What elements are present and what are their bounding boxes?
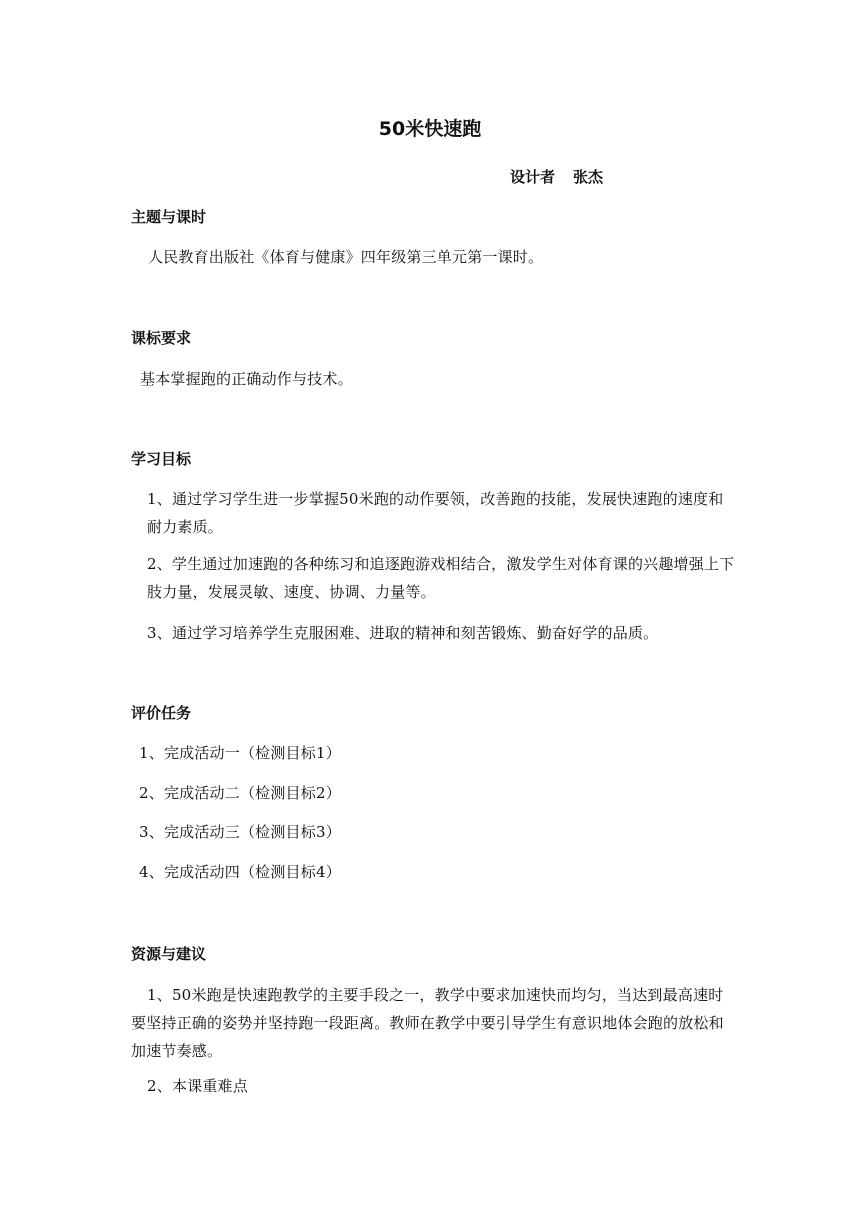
- section-heading-evaluation: 评价任务: [131, 704, 192, 722]
- document-title: 50米快速跑: [378, 118, 482, 140]
- section-heading-standards: 课标要求: [131, 329, 192, 347]
- author-line: [510, 166, 603, 188]
- evaluation-item: 3、完成活动三（检测目标3）: [139, 823, 341, 841]
- objective-item: 3、通过学习培养学生克服困难、进取的精神和刻苦锻炼、勤奋好学的品质。: [147, 624, 659, 642]
- section-heading-resources: 资源与建议: [131, 945, 207, 963]
- author-name: 张杰: [573, 168, 604, 186]
- evaluation-item: 2、完成活动二（检测目标2）: [139, 784, 341, 802]
- standards-text: 基本掌握跑的正确动作与技术。: [140, 370, 353, 388]
- theme-text: 人民教育出版社《体育与健康》四年级第三单元第一课时。: [148, 248, 544, 266]
- resource-item: 1、50米跑是快速跑教学的主要手段之一，教学中要求加速快而均匀，当达到最高速时要坚持正确的姿势并坚持跑一段距离。教师在教学中要引导学生有意识地体会跑的放松和加速节奏感。: [131, 986, 724, 1060]
- resource-item: 2、本课重难点: [147, 1077, 248, 1095]
- evaluation-item: 4、完成活动四（检测目标4）: [139, 863, 341, 881]
- objective-item: 2、学生通过加速跑的各种练习和追逐跑游戏相结合，激发学生对体育课的兴趣增强上下肢力量，发展灵敏、速度、协调、力量等。: [147, 555, 735, 601]
- section-heading-theme: 主题与课时: [131, 208, 207, 226]
- section-heading-objectives: 学习目标: [131, 450, 192, 468]
- author-label: 设计者: [510, 168, 556, 186]
- objective-item: 1、通过学习学生进一步掌握50米跑的动作要领，改善跑的技能，发展快速跑的速度和耐力素质。: [147, 490, 724, 536]
- evaluation-item: 1、完成活动一（检测目标1）: [139, 744, 341, 762]
